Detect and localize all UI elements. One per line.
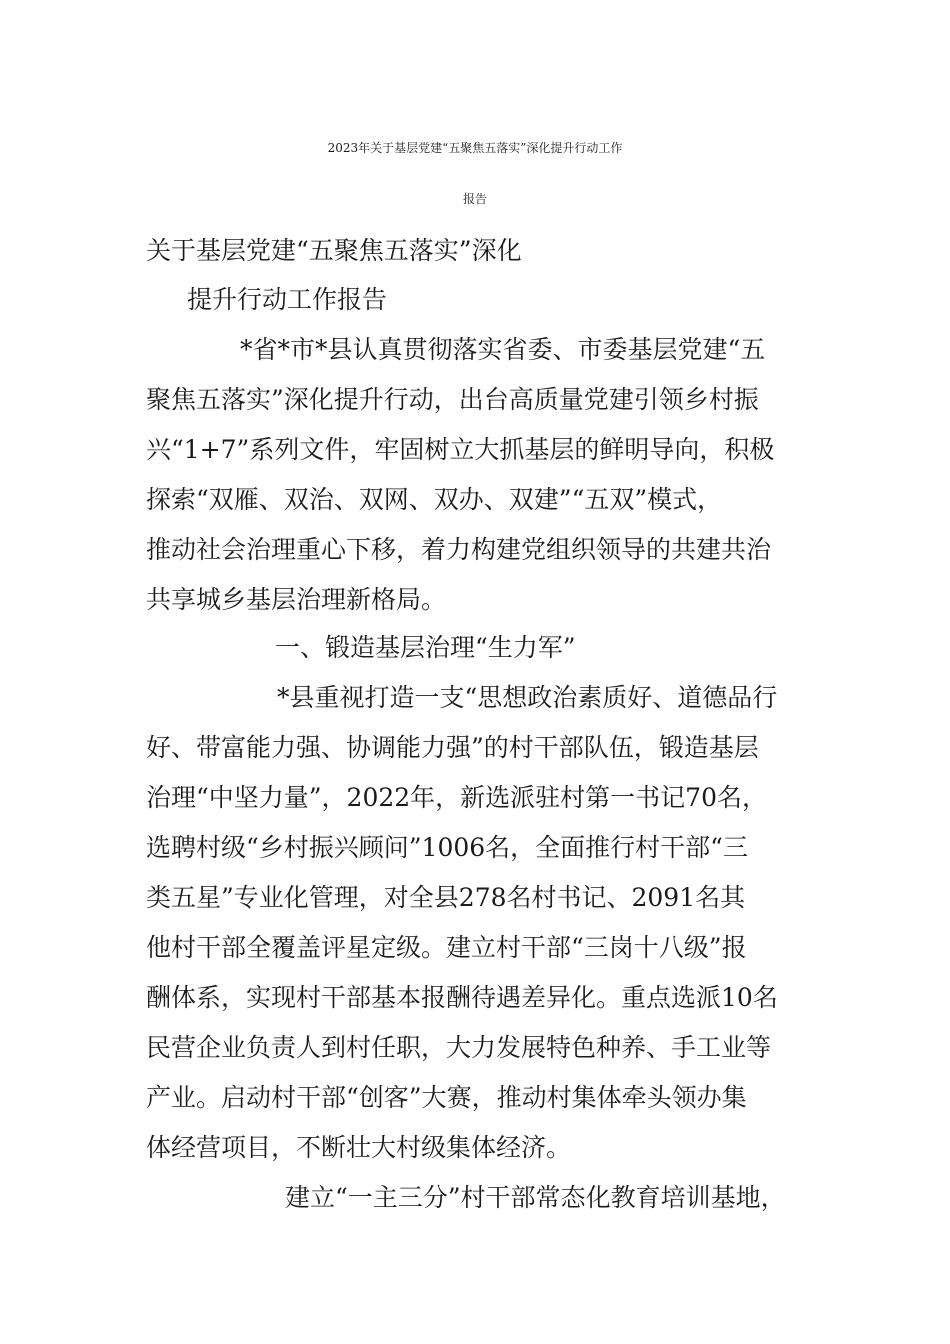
section-1-line-10: 体经营项目，不断壮大村级集体经济。 bbox=[146, 1133, 572, 1162]
intro-line-4: 探索“双雁、双治、双网、双办、双建”“五双”模式， bbox=[146, 485, 723, 514]
intro-line-6: 共享城乡基层治理新格局。 bbox=[146, 585, 447, 614]
section-1-line-6: 他村干部全覆盖评星定级。建立村干部“三岗十八级”报 bbox=[146, 933, 747, 962]
intro-line-3: 兴“1+7”系列文件，牢固树立大抓基层的鲜明导向，积极 bbox=[146, 435, 775, 464]
section-1-line-4: 选聘村级“乡村振兴顾问”1006名，全面推行村干部“三 bbox=[146, 833, 748, 862]
section-1-line-7: 酬体系，实现村干部基本报酬待遇差异化。重点选派10名 bbox=[146, 983, 778, 1012]
intro-line-1: *省*市*县认真贯彻落实省委、市委基层党建“五 bbox=[240, 335, 766, 364]
section-1-line-8: 民营企业负责人到村任职，大力发展特色种养、手工业等 bbox=[146, 1033, 772, 1062]
document-title-line-1: 2023年关于基层党建“五聚焦五落实”深化提升行动工作 bbox=[327, 141, 623, 155]
subtitle-line-1: 关于基层党建“五聚焦五落实”深化 bbox=[146, 236, 522, 265]
section-1-line-1: *县重视打造一支“思想政治素质好、道德品行 bbox=[277, 683, 778, 712]
intro-line-2: 聚焦五落实”深化提升行动，出台高质量党建引领乡村振 bbox=[146, 385, 759, 414]
intro-line-5: 推动社会治理重心下移，着力构建党组织领导的共建共治 bbox=[146, 535, 772, 564]
section-1-line-5: 类五星”专业化管理，对全县278名村书记、2091名其 bbox=[146, 883, 746, 912]
section-1-line-9: 产业。启动村干部“创客”大赛，推动村集体牵头领办集 bbox=[146, 1083, 747, 1112]
section-1-line-2: 好、带富能力强、协调能力强”的村干部队伍，锻造基层 bbox=[146, 733, 759, 762]
next-paragraph-line-1: 建立“一主三分”村干部常态化教育培训基地， bbox=[285, 1183, 786, 1212]
section-1-heading: 一、锻造基层治理“生力军” bbox=[275, 633, 576, 662]
document-title-line-2: 报告 bbox=[462, 192, 487, 206]
subtitle-line-2: 提升行动工作报告 bbox=[187, 285, 388, 314]
section-1-line-3: 治理“中坚力量”，2022年，新选派驻村第一书记70名， bbox=[146, 783, 767, 812]
